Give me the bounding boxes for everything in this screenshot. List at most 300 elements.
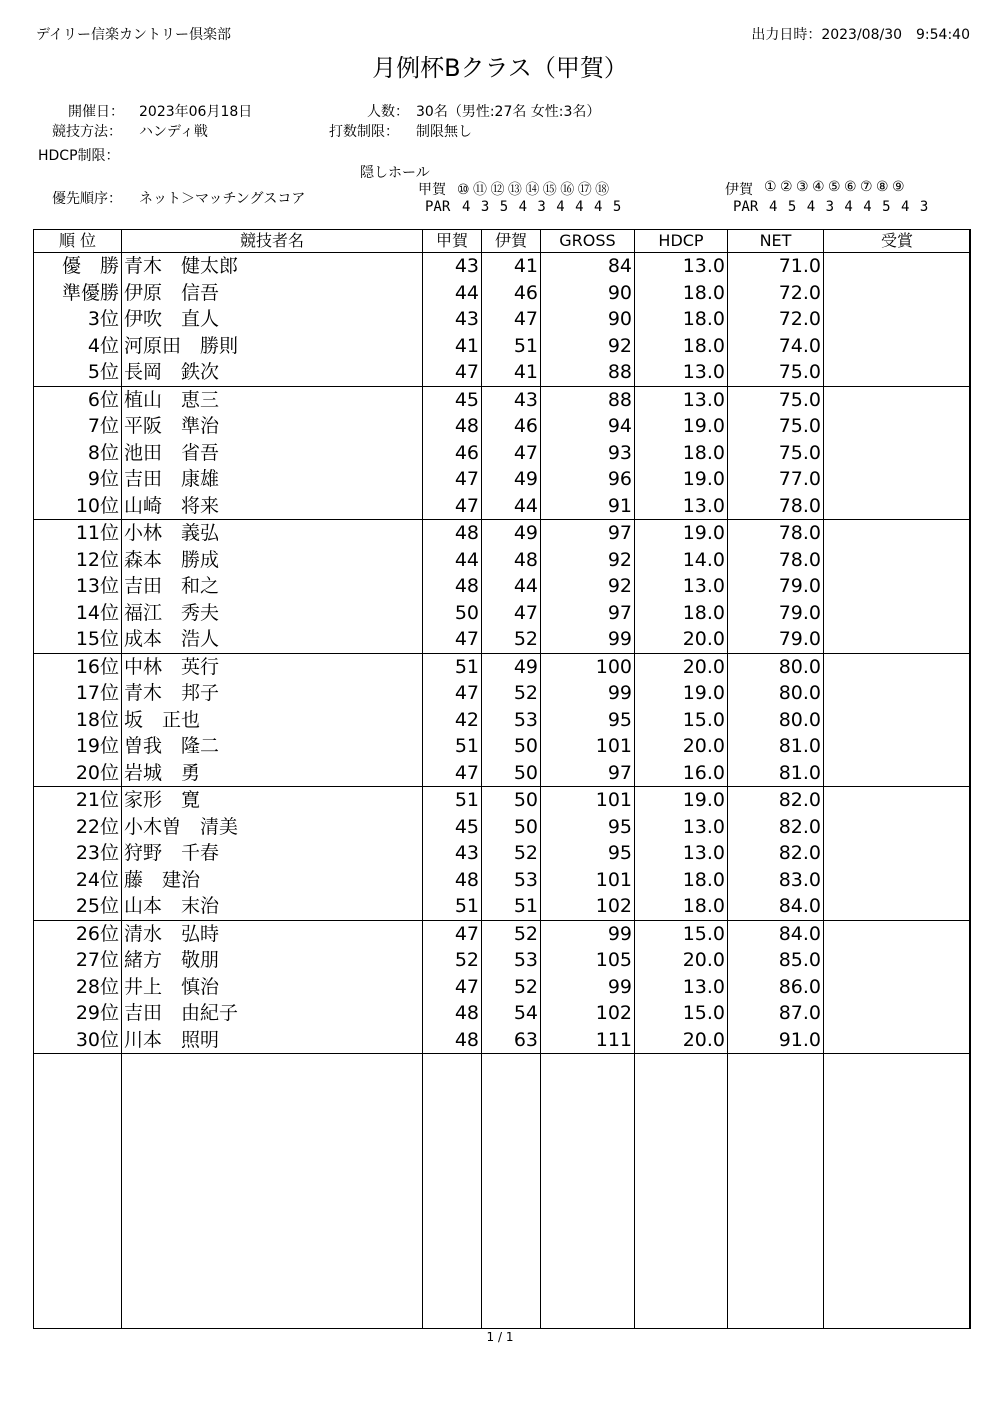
award-cell: [824, 733, 971, 760]
award-cell: [824, 306, 971, 333]
player-name-cell: 森本 勝成: [122, 547, 423, 574]
award-cell: [824, 760, 971, 787]
gross-cell: 94: [541, 413, 635, 440]
hdcp-cell: 13.0: [635, 814, 728, 841]
gross-cell: 99: [541, 920, 635, 947]
award-cell: [824, 466, 971, 493]
hdcp-cell: 13.0: [635, 359, 728, 386]
rank-cell: 12位: [34, 547, 122, 574]
iga-score-cell: 51: [482, 333, 541, 360]
empty-cell: [423, 1054, 482, 1329]
player-name-cell: 吉田 康雄: [122, 466, 423, 493]
iga-score-cell: 46: [482, 413, 541, 440]
iga-score-cell: 52: [482, 626, 541, 653]
award-cell: [824, 253, 971, 280]
net-cell: 84.0: [728, 893, 824, 920]
hdcp-cell: 18.0: [635, 600, 728, 627]
rank-cell: 11位: [34, 520, 122, 547]
award-cell: [824, 680, 971, 707]
gross-cell: 101: [541, 787, 635, 814]
gross-cell: 102: [541, 1000, 635, 1027]
hdcp-cell: 19.0: [635, 787, 728, 814]
iga-score-cell: 50: [482, 787, 541, 814]
iga-score-cell: 52: [482, 680, 541, 707]
table-row: [34, 1027, 971, 1054]
empty-cell: [824, 1054, 971, 1329]
koka-score-cell: 51: [423, 787, 482, 814]
hdcp-cell: 20.0: [635, 626, 728, 653]
table-row: [34, 733, 971, 760]
rank-cell: 24位: [34, 867, 122, 894]
hdcp-cell: 19.0: [635, 520, 728, 547]
table-row: [34, 280, 971, 307]
empty-cell: [34, 1054, 122, 1329]
rank-cell: 3位: [34, 306, 122, 333]
koka-score-cell: 48: [423, 867, 482, 894]
gross-cell: 90: [541, 306, 635, 333]
gross-cell: 97: [541, 520, 635, 547]
player-name-cell: 緒方 敬朋: [122, 947, 423, 974]
net-cell: 77.0: [728, 466, 824, 493]
table-row: [34, 413, 971, 440]
hdcp-cell: 13.0: [635, 573, 728, 600]
player-name-cell: 中林 英行: [122, 653, 423, 680]
hdcp-cell: 15.0: [635, 707, 728, 734]
gross-cell: 101: [541, 733, 635, 760]
award-cell: [824, 413, 971, 440]
hdcp-cell: 13.0: [635, 974, 728, 1001]
stroke-limit-value: 制限無し: [416, 124, 472, 140]
gross-cell: 88: [541, 386, 635, 413]
koka-score-cell: 48: [423, 1000, 482, 1027]
net-cell: 83.0: [728, 867, 824, 894]
koka-score-cell: 47: [423, 493, 482, 520]
iga-score-cell: 54: [482, 1000, 541, 1027]
net-cell: 86.0: [728, 974, 824, 1001]
rank-cell: 14位: [34, 600, 122, 627]
iga-score-cell: 47: [482, 306, 541, 333]
iga-holes-label: 伊賀: [725, 182, 753, 198]
net-cell: 78.0: [728, 520, 824, 547]
gross-cell: 99: [541, 626, 635, 653]
rank-cell: 22位: [34, 814, 122, 841]
player-name-cell: 成本 浩人: [122, 626, 423, 653]
award-cell: [824, 573, 971, 600]
koka-score-cell: 47: [423, 466, 482, 493]
rank-cell: 8位: [34, 440, 122, 467]
player-name-cell: 長岡 鉄次: [122, 359, 423, 386]
net-cell: 72.0: [728, 280, 824, 307]
table-row: [34, 253, 971, 280]
iga-score-cell: 41: [482, 359, 541, 386]
net-cell: 91.0: [728, 1027, 824, 1054]
gross-cell: 93: [541, 440, 635, 467]
player-name-cell: 山本 末治: [122, 893, 423, 920]
hdcp-cell: 18.0: [635, 867, 728, 894]
award-cell: [824, 707, 971, 734]
iga-score-cell: 41: [482, 253, 541, 280]
hdcp-cell: 20.0: [635, 653, 728, 680]
net-cell: 84.0: [728, 920, 824, 947]
net-cell: 80.0: [728, 707, 824, 734]
table-row: [34, 920, 971, 947]
player-name-cell: 吉田 和之: [122, 573, 423, 600]
player-name-cell: 吉田 由紀子: [122, 1000, 423, 1027]
koka-score-cell: 48: [423, 1027, 482, 1054]
stroke-limit-label: 打数制限：: [329, 124, 399, 140]
col-rank-header: 順 位: [34, 230, 122, 253]
koka-par-values: 4 3 5 4 3 4 4 4 5: [462, 199, 622, 215]
net-cell: 87.0: [728, 1000, 824, 1027]
rank-cell: 9位: [34, 466, 122, 493]
rank-cell: 10位: [34, 493, 122, 520]
player-name-cell: 青木 邦子: [122, 680, 423, 707]
hdcp-cell: 13.0: [635, 493, 728, 520]
iga-score-cell: 49: [482, 466, 541, 493]
hdcp-cell: 13.0: [635, 253, 728, 280]
gross-cell: 97: [541, 760, 635, 787]
net-cell: 79.0: [728, 573, 824, 600]
gross-cell: 100: [541, 653, 635, 680]
date-value: 2023年06月18日: [139, 104, 253, 120]
iga-score-cell: 49: [482, 653, 541, 680]
player-name-cell: 山崎 将来: [122, 493, 423, 520]
hdcp-cell: 15.0: [635, 920, 728, 947]
koka-par-label: PAR: [425, 199, 451, 215]
award-cell: [824, 920, 971, 947]
award-cell: [824, 840, 971, 867]
koka-holes-label: 甲賀: [418, 182, 446, 198]
award-cell: [824, 493, 971, 520]
table-row: [34, 520, 971, 547]
table-row: [34, 333, 971, 360]
rank-cell: 30位: [34, 1027, 122, 1054]
gross-cell: 95: [541, 840, 635, 867]
gross-cell: 95: [541, 814, 635, 841]
koka-score-cell: 45: [423, 814, 482, 841]
koka-score-cell: 52: [423, 947, 482, 974]
rank-cell: 20位: [34, 760, 122, 787]
player-name-cell: 井上 慎治: [122, 974, 423, 1001]
rank-cell: 28位: [34, 974, 122, 1001]
iga-score-cell: 53: [482, 707, 541, 734]
koka-score-cell: 51: [423, 653, 482, 680]
table-row: [34, 787, 971, 814]
award-cell: [824, 333, 971, 360]
koka-score-cell: 43: [423, 253, 482, 280]
net-cell: 75.0: [728, 413, 824, 440]
net-cell: 82.0: [728, 840, 824, 867]
method-value: ハンディ戦: [139, 124, 208, 140]
iga-par-label: PAR: [733, 199, 759, 215]
page-title: 月例杯Bクラス（甲賀）: [372, 54, 628, 82]
award-cell: [824, 359, 971, 386]
award-cell: [824, 626, 971, 653]
hdcp-cell: 18.0: [635, 333, 728, 360]
gross-cell: 90: [541, 280, 635, 307]
empty-cell: [728, 1054, 824, 1329]
priority-label: 優先順序：: [52, 191, 122, 207]
net-cell: 80.0: [728, 653, 824, 680]
hdcp-cell: 19.0: [635, 680, 728, 707]
koka-score-cell: 48: [423, 520, 482, 547]
player-name-cell: 福江 秀夫: [122, 600, 423, 627]
table-header-row: [34, 230, 971, 253]
net-cell: 81.0: [728, 760, 824, 787]
player-name-cell: 小木曽 清美: [122, 814, 423, 841]
rank-cell: 19位: [34, 733, 122, 760]
col-name-header: 競技者名: [122, 230, 423, 253]
hdcp-cell: 18.0: [635, 440, 728, 467]
koka-score-cell: 46: [423, 440, 482, 467]
table-row: [34, 573, 971, 600]
rank-cell: 18位: [34, 707, 122, 734]
net-cell: 75.0: [728, 440, 824, 467]
table-row: [34, 626, 971, 653]
players-value: 30名（男性:27名 女性:3名）: [416, 104, 601, 120]
table-row: [34, 974, 971, 1001]
award-cell: [824, 653, 971, 680]
empty-filler-row: [34, 1054, 971, 1329]
club-name: デイリー信楽カントリー倶楽部: [36, 27, 232, 43]
col-hdcp-header: HDCP: [635, 230, 728, 253]
iga-score-cell: 52: [482, 974, 541, 1001]
net-cell: 82.0: [728, 814, 824, 841]
player-name-cell: 伊吹 直人: [122, 306, 423, 333]
hdcp-cell: 18.0: [635, 280, 728, 307]
iga-score-cell: 44: [482, 493, 541, 520]
table-row: [34, 386, 971, 413]
net-cell: 72.0: [728, 306, 824, 333]
net-cell: 75.0: [728, 386, 824, 413]
rank-cell: 25位: [34, 893, 122, 920]
player-name-cell: 坂 正也: [122, 707, 423, 734]
rank-cell: 23位: [34, 840, 122, 867]
rank-cell: 26位: [34, 920, 122, 947]
koka-score-cell: 47: [423, 680, 482, 707]
player-name-cell: 家形 寛: [122, 787, 423, 814]
award-cell: [824, 974, 971, 1001]
player-name-cell: 植山 恵三: [122, 386, 423, 413]
net-cell: 74.0: [728, 333, 824, 360]
koka-score-cell: 47: [423, 626, 482, 653]
award-cell: [824, 280, 971, 307]
table-row: [34, 707, 971, 734]
col-net-header: NET: [728, 230, 824, 253]
gross-cell: 99: [541, 974, 635, 1001]
hdcp-cell: 14.0: [635, 547, 728, 574]
iga-score-cell: 47: [482, 600, 541, 627]
award-cell: [824, 1000, 971, 1027]
iga-score-cell: 63: [482, 1027, 541, 1054]
iga-score-cell: 50: [482, 760, 541, 787]
gross-cell: 102: [541, 893, 635, 920]
hdcp-cell: 18.0: [635, 893, 728, 920]
iga-score-cell: 49: [482, 520, 541, 547]
table-row: [34, 653, 971, 680]
rank-cell: 15位: [34, 626, 122, 653]
iga-par-values: 4 5 4 3 4 4 5 4 3: [769, 199, 929, 215]
col-award-header: 受賞: [824, 230, 971, 253]
award-cell: [824, 547, 971, 574]
priority-value: ネット＞マッチングスコア: [139, 191, 306, 207]
net-cell: 75.0: [728, 359, 824, 386]
hdcp-limit-label: HDCP制限：: [38, 148, 120, 164]
iga-score-cell: 48: [482, 547, 541, 574]
iga-score-cell: 47: [482, 440, 541, 467]
player-name-cell: 曽我 隆二: [122, 733, 423, 760]
koka-score-cell: 51: [423, 893, 482, 920]
gross-cell: 96: [541, 466, 635, 493]
award-cell: [824, 1027, 971, 1054]
rank-cell: 4位: [34, 333, 122, 360]
table-row: [34, 760, 971, 787]
koka-score-cell: 42: [423, 707, 482, 734]
table-row: [34, 893, 971, 920]
koka-score-cell: 47: [423, 920, 482, 947]
net-cell: 79.0: [728, 626, 824, 653]
net-cell: 82.0: [728, 787, 824, 814]
koka-score-cell: 47: [423, 974, 482, 1001]
koka-score-cell: 41: [423, 333, 482, 360]
hdcp-cell: 15.0: [635, 1000, 728, 1027]
table-row: [34, 1000, 971, 1027]
iga-hole-numbers: ① ② ③ ④ ⑤ ⑥ ⑦ ⑧ ⑨: [764, 179, 905, 195]
gross-cell: 91: [541, 493, 635, 520]
results-table: [33, 229, 971, 1329]
iga-score-cell: 43: [482, 386, 541, 413]
rank-cell: 5位: [34, 359, 122, 386]
player-name-cell: 狩野 千春: [122, 840, 423, 867]
award-cell: [824, 867, 971, 894]
award-cell: [824, 814, 971, 841]
table-row: [34, 440, 971, 467]
net-cell: 78.0: [728, 547, 824, 574]
rank-cell: 29位: [34, 1000, 122, 1027]
iga-score-cell: 50: [482, 814, 541, 841]
koka-score-cell: 47: [423, 359, 482, 386]
player-name-cell: 清水 弘時: [122, 920, 423, 947]
award-cell: [824, 893, 971, 920]
koka-hole-numbers: ⑩ ⑪ ⑫ ⑬ ⑭ ⑮ ⑯ ⑰ ⑱: [457, 182, 609, 198]
koka-score-cell: 50: [423, 600, 482, 627]
gross-cell: 97: [541, 600, 635, 627]
rank-cell: 27位: [34, 947, 122, 974]
table-row: [34, 466, 971, 493]
koka-score-cell: 47: [423, 760, 482, 787]
iga-score-cell: 51: [482, 893, 541, 920]
gross-cell: 92: [541, 547, 635, 574]
iga-score-cell: 53: [482, 947, 541, 974]
iga-score-cell: 50: [482, 733, 541, 760]
hdcp-cell: 16.0: [635, 760, 728, 787]
net-cell: 85.0: [728, 947, 824, 974]
net-cell: 81.0: [728, 733, 824, 760]
table-row: [34, 493, 971, 520]
page-number: 1 / 1: [486, 1330, 514, 1344]
rank-cell: 6位: [34, 386, 122, 413]
table-row: [34, 814, 971, 841]
method-label: 競技方法：: [52, 124, 122, 140]
gross-cell: 99: [541, 680, 635, 707]
iga-score-cell: 52: [482, 840, 541, 867]
gross-cell: 84: [541, 253, 635, 280]
col-iga-header: 伊賀: [482, 230, 541, 253]
koka-score-cell: 43: [423, 840, 482, 867]
table-row: [34, 947, 971, 974]
rank-cell: 21位: [34, 787, 122, 814]
rank-cell: 13位: [34, 573, 122, 600]
koka-score-cell: 43: [423, 306, 482, 333]
table-row: [34, 680, 971, 707]
gross-cell: 92: [541, 573, 635, 600]
koka-score-cell: 48: [423, 573, 482, 600]
gross-cell: 101: [541, 867, 635, 894]
date-label: 開催日：: [68, 104, 124, 120]
player-name-cell: 平阪 準治: [122, 413, 423, 440]
award-cell: [824, 947, 971, 974]
player-name-cell: 池田 省吾: [122, 440, 423, 467]
iga-score-cell: 46: [482, 280, 541, 307]
rank-cell: 7位: [34, 413, 122, 440]
gross-cell: 92: [541, 333, 635, 360]
rank-cell: 17位: [34, 680, 122, 707]
iga-score-cell: 44: [482, 573, 541, 600]
koka-score-cell: 48: [423, 413, 482, 440]
hdcp-cell: 19.0: [635, 413, 728, 440]
award-cell: [824, 520, 971, 547]
player-name-cell: 伊原 信吾: [122, 280, 423, 307]
player-name-cell: 青木 健太郎: [122, 253, 423, 280]
award-cell: [824, 440, 971, 467]
player-name-cell: 河原田 勝則: [122, 333, 423, 360]
net-cell: 80.0: [728, 680, 824, 707]
gross-cell: 105: [541, 947, 635, 974]
gross-cell: 111: [541, 1027, 635, 1054]
table-row: [34, 306, 971, 333]
hidden-holes-label: 隠しホール: [360, 165, 430, 181]
koka-score-cell: 44: [423, 547, 482, 574]
player-name-cell: 小林 義弘: [122, 520, 423, 547]
hdcp-cell: 18.0: [635, 306, 728, 333]
empty-cell: [541, 1054, 635, 1329]
koka-score-cell: 45: [423, 386, 482, 413]
players-label: 人数：: [367, 104, 409, 120]
award-cell: [824, 600, 971, 627]
gross-cell: 95: [541, 707, 635, 734]
rank-cell: 準優勝: [34, 280, 122, 307]
gross-cell: 88: [541, 359, 635, 386]
output-datetime: 出力日時：2023/08/30 9:54:40: [751, 27, 970, 43]
empty-cell: [482, 1054, 541, 1329]
table-row: [34, 600, 971, 627]
player-name-cell: 藤 建治: [122, 867, 423, 894]
hdcp-cell: 13.0: [635, 840, 728, 867]
empty-cell: [122, 1054, 423, 1329]
koka-score-cell: 51: [423, 733, 482, 760]
player-name-cell: 川本 照明: [122, 1027, 423, 1054]
iga-score-cell: 53: [482, 867, 541, 894]
iga-score-cell: 52: [482, 920, 541, 947]
empty-cell: [635, 1054, 728, 1329]
hdcp-cell: 20.0: [635, 733, 728, 760]
net-cell: 79.0: [728, 600, 824, 627]
rank-cell: 優 勝: [34, 253, 122, 280]
award-cell: [824, 386, 971, 413]
table-row: [34, 547, 971, 574]
table-row: [34, 359, 971, 386]
table-row: [34, 867, 971, 894]
